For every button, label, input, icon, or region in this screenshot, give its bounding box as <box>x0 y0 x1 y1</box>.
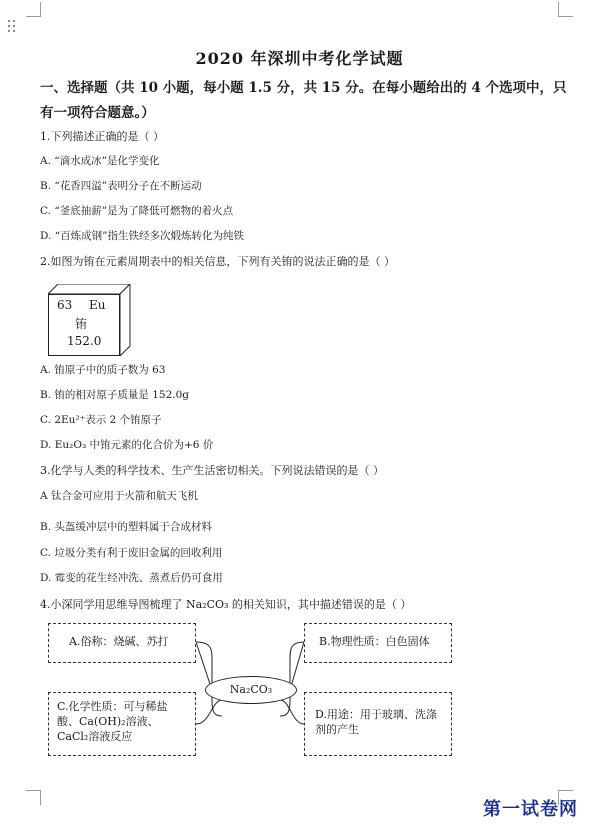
mindmap-center-node: Na₂CO₃ <box>205 676 297 704</box>
q1-option-d: D. “百炼成钢”指生铁经多次煅炼转化为纯铁 <box>40 230 244 242</box>
q3-option-a: A 钛合金可应用于火箭和航天飞机 <box>40 490 198 502</box>
mindmap-box-a: A.俗称：烧碱、苏打 <box>48 623 196 663</box>
q2-option-d: D. Eu₂O₃ 中铕元素的化合价为+6 价 <box>40 439 214 451</box>
q3-option-d: D. 霉变的花生经冲洗、蒸煮后仍可食用 <box>40 572 223 584</box>
question-4-stem: 4.小深同学用思维导图梳理了 Na₂CO₃ 的相关知识，其中描述错误的是（ ） <box>40 598 412 611</box>
mindmap-box-b: B.物理性质：白色固体 <box>304 623 452 663</box>
q2-option-a: A. 铕原子中的质子数为 63 <box>40 364 166 376</box>
atomic-number: 63 <box>57 298 73 312</box>
question-2-stem: 2.如图为铕在元素周期表中的相关信息，下列有关铕的说法正确的是（ ） <box>40 255 395 268</box>
mindmap-box-d: D.用途：用于玻璃、洗涤剂的产生 <box>304 692 452 756</box>
q2-option-c: C. 2Eu²⁺表示 2 个铕原子 <box>40 414 162 426</box>
atomic-mass: 152.0 <box>67 334 102 348</box>
q1-option-b: B. “花香四溢”表明分子在不断运动 <box>40 180 202 192</box>
mindmap-box-c: C.化学性质：可与稀盐酸、Ca(OH)₂溶液、CaCl₂溶液反应 <box>48 692 196 756</box>
element-name: 铕 <box>75 317 88 331</box>
q1-option-a: A. “滴水成冰”是化学变化 <box>40 155 160 167</box>
element-symbol: Eu <box>89 298 106 312</box>
q1-option-c: C. “釜底抽薪”是为了降低可燃物的着火点 <box>40 205 234 217</box>
section-heading: 一、选择题（共 10 小题，每小题 1.5 分，共 15 分。在每小题给出的 4 个选项中，只有一项符合题意。） <box>40 80 567 121</box>
site-watermark: 第一试卷网 <box>483 799 578 820</box>
q2-option-b: B. 铕的相对原子质量是 152.0g <box>40 389 190 401</box>
question-3-stem: 3.化学与人类的科学技术、生产生活密切相关。下列说法错误的是（ ） <box>40 464 384 477</box>
page-title: 2020 年深圳中考化学试题 <box>195 49 404 68</box>
q3-option-b: B. 头盔缓冲层中的塑料属于合成材料 <box>40 521 212 533</box>
question-1-stem: 1.下列描述正确的是（ ） <box>40 130 164 143</box>
q3-option-c: C. 垃圾分类有利于废旧金属的回收利用 <box>40 547 223 559</box>
